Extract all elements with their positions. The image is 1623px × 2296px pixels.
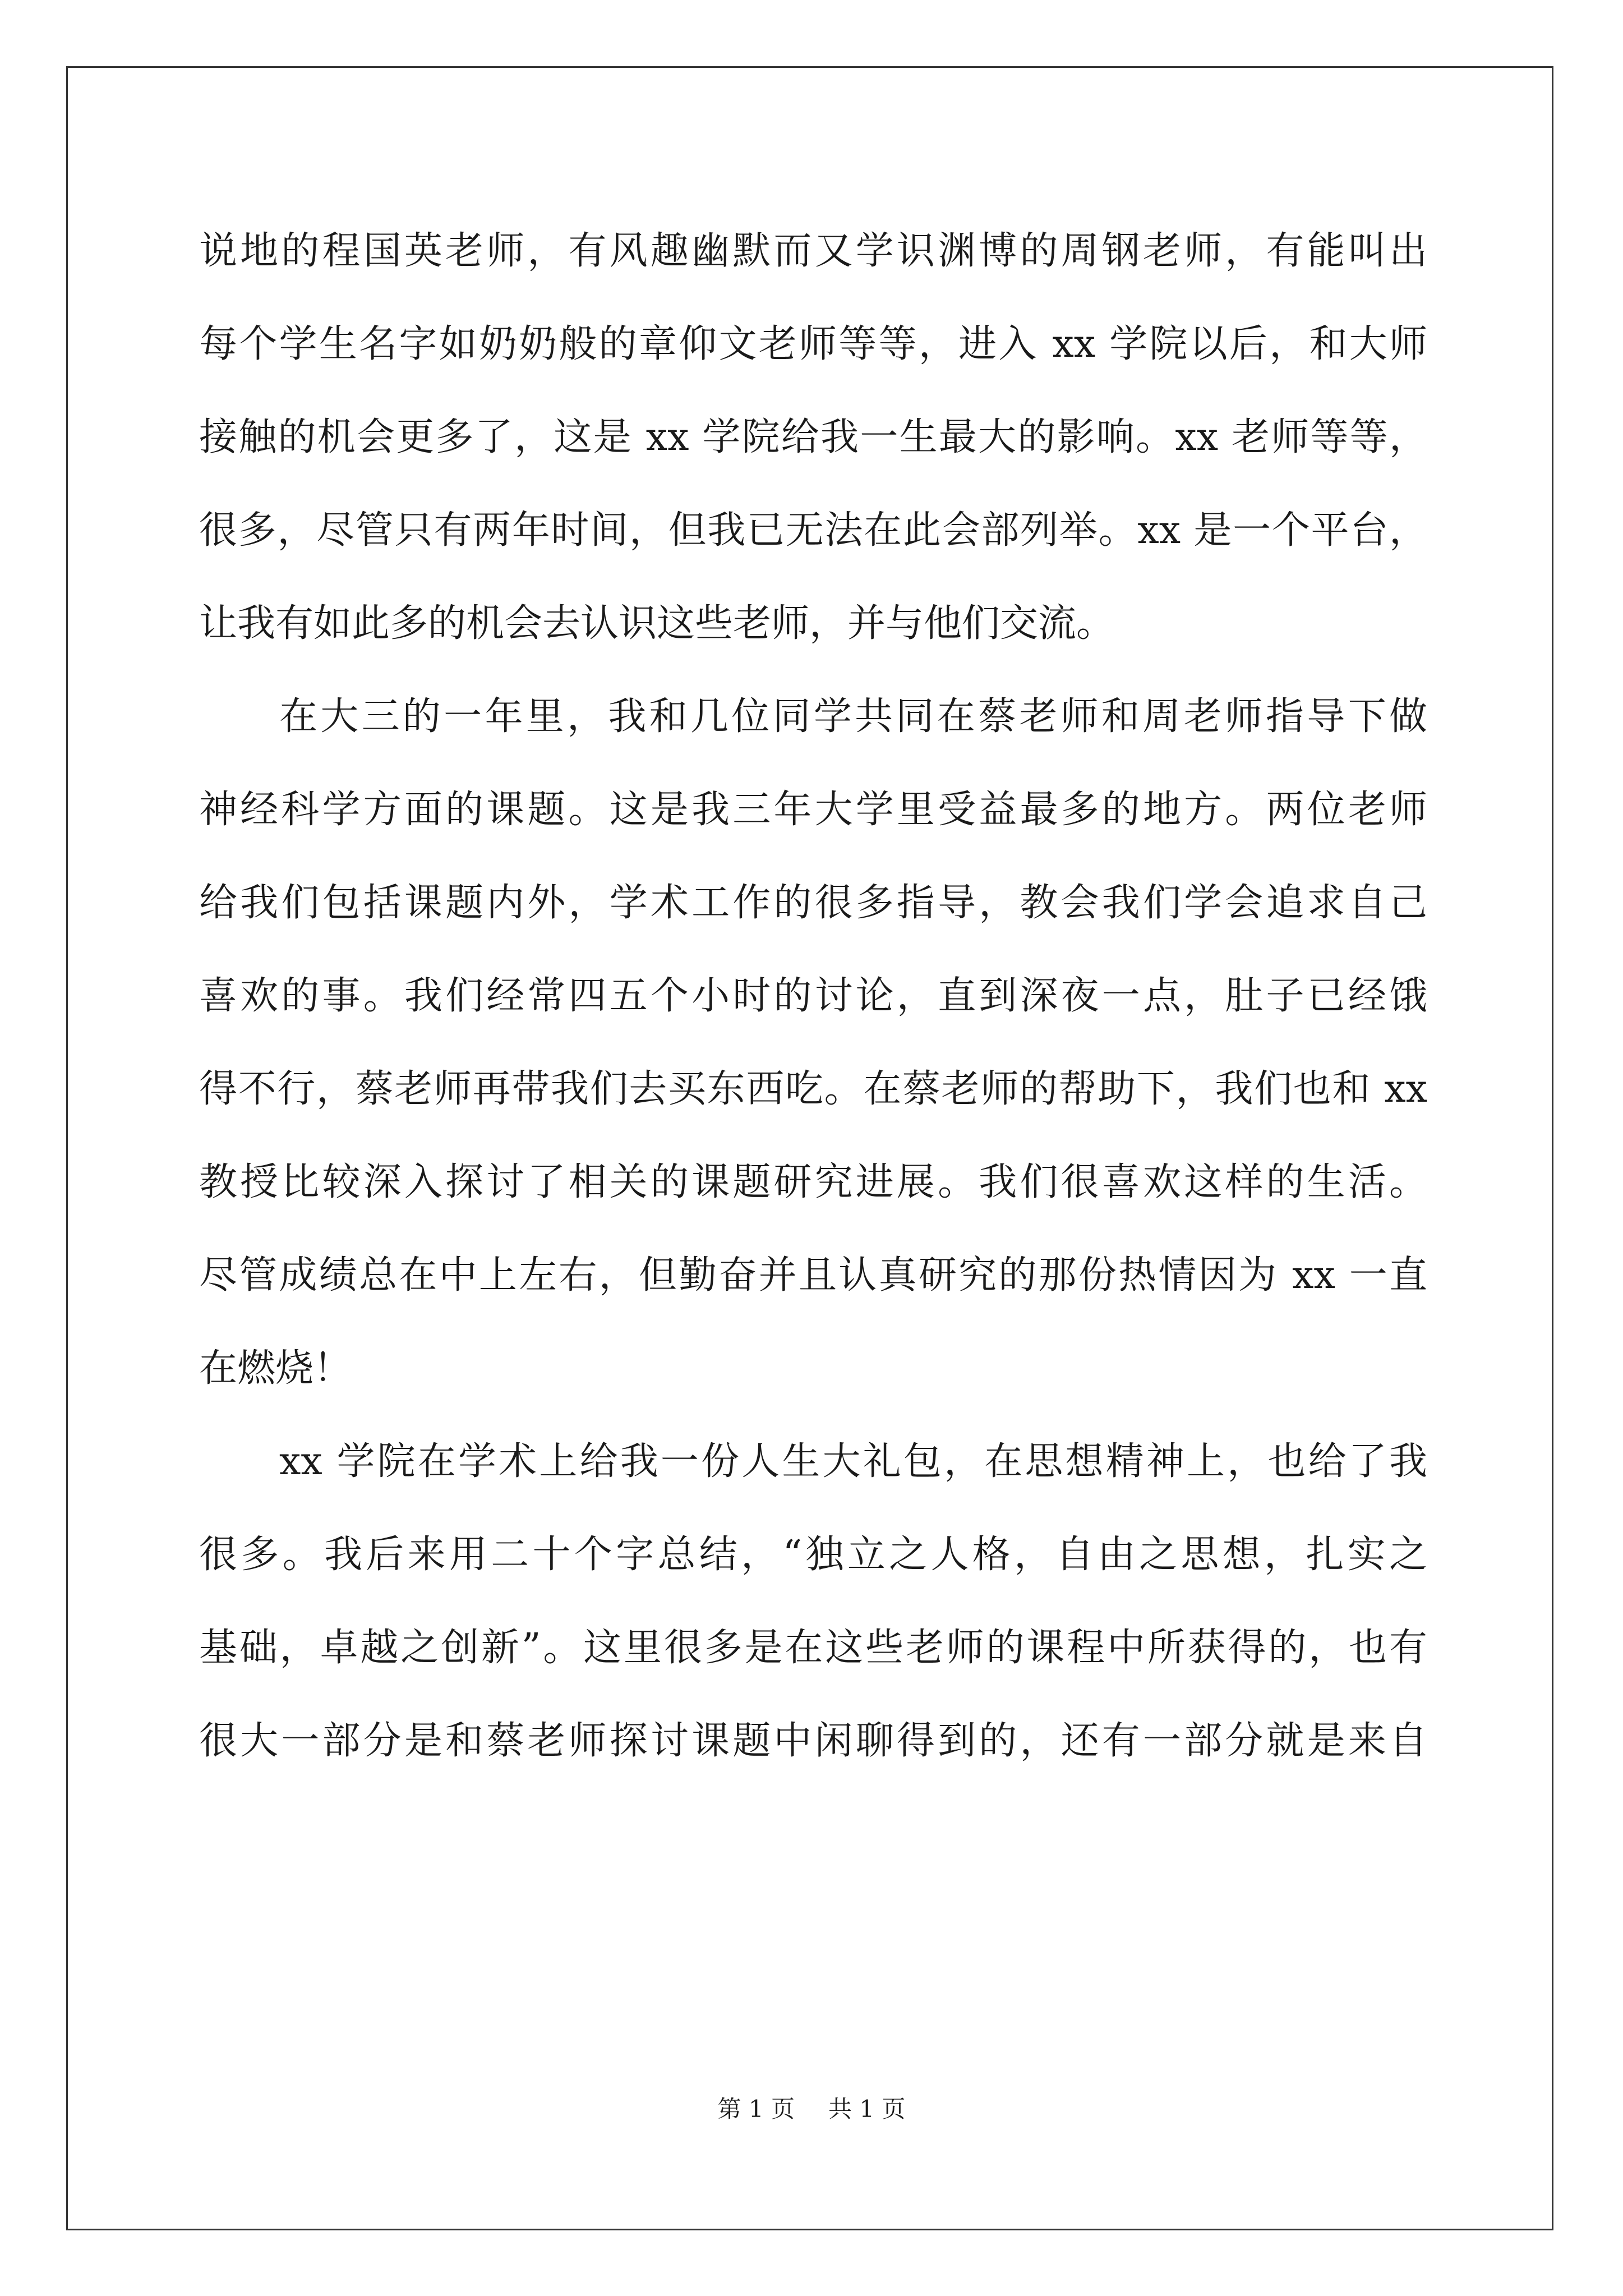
text-line: 给我们包括课题内外，学术工作的很多指导，教会我们学会追求自己 <box>199 881 1427 925</box>
text-line: 基础，卓越之创新”。这里很多是在这些老师的课程中所获得的，也有 <box>199 1626 1427 1670</box>
text-line: 尽管成绩总在中上左右，但勤奋并且认真研究的那份热情因为 xx 一直 <box>199 1253 1427 1297</box>
text-line: 每个学生名字如奶奶般的章仰文老师等等，进入 xx 学院以后，和大师 <box>199 322 1427 366</box>
text-line: 教授比较深入探讨了相关的课题研究进展。我们很喜欢这样的生活。 <box>199 1160 1427 1204</box>
text-line: 让我有如此多的机会去认识这些老师，并与他们交流。 <box>199 601 1115 646</box>
text-line: 很多，尽管只有两年时间，但我已无法在此会部列举。xx 是一个平台， <box>199 508 1427 553</box>
text-line: 在大三的一年里，我和几位同学共同在蔡老师和周老师指导下做 <box>279 694 1427 739</box>
text-line: 在燃烧！ <box>199 1346 352 1391</box>
text-line: 很多。我后来用二十个字总结，“独立之人格，自由之思想，扎实之 <box>199 1533 1427 1577</box>
text-line: 得不行，蔡老师再带我们去买东西吃。在蔡老师的帮助下，我们也和 xx <box>199 1067 1427 1111</box>
page-number: 第 1 页 <box>717 2095 795 2123</box>
text-line: 说地的程国英老师，有风趣幽默而又学识渊博的周钢老师，有能叫出 <box>199 229 1427 273</box>
text-line: xx 学院在学术上给我一份人生大礼包，在思想精神上，也给了我 <box>279 1439 1427 1484</box>
page-total: 共 1 页 <box>828 2095 906 2123</box>
page-border <box>66 66 1553 2230</box>
page-footer <box>0 2092 1623 2126</box>
text-line: 很大一部分是和蔡老师探讨课题中闲聊得到的，还有一部分就是来自 <box>199 1719 1427 1763</box>
text-line: 喜欢的事。我们经常四五个小时的讨论，直到深夜一点，肚子已经饿 <box>199 974 1427 1018</box>
text-line: 接触的机会更多了，这是 xx 学院给我一生最大的影响。xx 老师等等， <box>199 415 1427 459</box>
text-line: 神经科学方面的课题。这是我三年大学里受益最多的地方。两位老师 <box>199 788 1427 832</box>
